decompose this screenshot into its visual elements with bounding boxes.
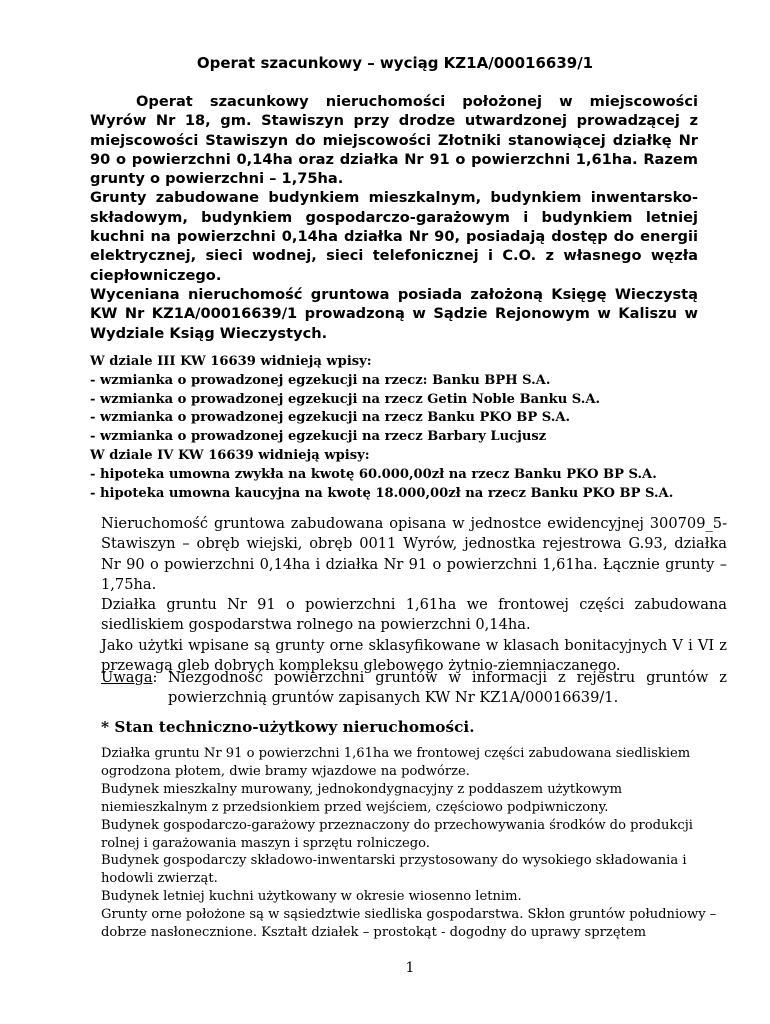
note-separator: : bbox=[152, 669, 158, 686]
technical-state-paragraph: Budynek gospodarczo-garażowy przeznaczony do przechowywania środków do produkcji rolnej i garażowania maszyn i sprzętu rolniczego. bbox=[101, 817, 693, 851]
technical-state-paragraph: Budynek mieszkalny murowany, jednokondygnacyjny z poddaszem użytkowym niemieszkalnym z przedsionkiem przed wejściem, częściowo podpiwniczony. bbox=[101, 781, 623, 815]
description-paragraph: Jako użytki wpisane są grunty orne sklasyfikowane w klasach bonitacyjnych V i VI z przewagą gleb dobrych kompleksu glebowego żytnio-ziemniaczanego. bbox=[101, 636, 727, 675]
page-number: 1 bbox=[405, 960, 415, 976]
registry-line: - wzmianka o prowadzonej egzekucji na rzecz Banku PKO BP S.A. bbox=[90, 410, 571, 426]
description-paragraph: Nieruchomość gruntowa zabudowana opisana w jednostce ewidencyjnej 300709_5-Stawiszyn – obręb wiejski, obręb 0011 Wyrów, jednostka rejestrowa G.93, działka Nr 90 o powierzchni 0,14ha i działka Nr 91 o powierzchni 1,61ha. Łącznie grunty – 1,75ha. bbox=[101, 515, 727, 593]
property-description bbox=[101, 514, 727, 676]
registry-line: W dziale IV KW 16639 widnieją wpisy: bbox=[90, 447, 370, 463]
intro-paragraph: Operat szacunkowy nieruchomości położonej w miejscowości Wyrów Nr 18, gm. Stawiszyn przy drodze utwardzonej prowadzącej z miejscowości Stawiszyn do miejscowości Złotniki stanowiącej działkę Nr 90 o powierzchni 0,14ha oraz działka Nr 91 o powierzchni 1,61ha. Razem grunty o powierzchni – 1,75ha. bbox=[90, 93, 698, 188]
intro-paragraph: Wyceniana nieruchomość gruntowa posiada założoną Księgę Wieczystą KW Nr KZ1A/00016639/1 prowadzoną w Sądzie Rejonowym w Kaliszu w Wydziale Ksiąg Wieczystych. bbox=[90, 285, 698, 342]
technical-state-paragraph: Budynek gospodarczy składowo-inwentarski przystosowany do wysokiego składowania i hodowli zwierząt. bbox=[101, 853, 687, 887]
note-label-wrapper bbox=[101, 668, 168, 709]
section-heading: * Stan techniczno-użytkowy nieruchomości. bbox=[101, 718, 475, 736]
registry-line: - hipoteka umowna kaucyjna na kwotę 18.000,00zł na rzecz Banku PKO BP S.A. bbox=[90, 485, 674, 501]
document-title: Operat szacunkowy – wyciąg KZ1A/00016639/1 bbox=[196, 54, 594, 72]
intro-section bbox=[90, 92, 698, 343]
registry-line: - wzmianka o prowadzonej egzekucji na rzecz Barbary Lucjusz bbox=[90, 429, 547, 445]
technical-state bbox=[101, 745, 727, 942]
description-paragraph: Działka gruntu Nr 91 o powierzchni 1,61ha we frontowej części zabudowana siedliskiem gospodarstwa rolnego na powierzchni 0,14ha. bbox=[101, 596, 727, 634]
note bbox=[101, 668, 727, 709]
land-registry-entries bbox=[90, 353, 710, 503]
note-label: Uwaga bbox=[101, 669, 153, 686]
technical-state-paragraph: Działka gruntu Nr 91 o powierzchni 1,61ha we frontowej części zabudowana siedliskiem ogrodzona płotem, dwie bramy wjazdowe na podwórze. bbox=[101, 746, 691, 779]
registry-line: W dziale III KW 16639 widnieją wpisy: bbox=[90, 354, 372, 369]
registry-line: - wzmianka o prowadzonej egzekucji na rzecz: Banku BPH S.A. bbox=[90, 372, 551, 388]
note-text: Niezgodność powierzchni gruntów w informacji z rejestru gruntów z powierzchnią gruntów zapisanych KW Nr KZ1A/00016639/1. bbox=[168, 669, 727, 707]
registry-line: - wzmianka o prowadzonej egzekucji na rzecz Getin Noble Banku S.A. bbox=[90, 391, 601, 407]
registry-line: - hipoteka umowna zwykła na kwotę 60.000,00zł na rzecz Banku PKO BP S.A. bbox=[90, 466, 657, 482]
technical-state-paragraph: Budynek letniej kuchni użytkowany w okresie wiosenno letnim. bbox=[101, 889, 522, 905]
intro-paragraph: Grunty zabudowane budynkiem mieszkalnym, budynkiem inwentarsko-składowym, budynkiem gospodarczo-garażowym i budynkiem letniej kuchni na powierzchni 0,14ha działka Nr 90, posiadają dostęp do energii elektrycznej, sieci wodnej, sieci telefonicznej i C.O. z własnego węzła ciepłowniczego. bbox=[90, 189, 698, 284]
technical-state-paragraph: Grunty orne położone są w sąsiedztwie siedliska gospodarstwa. Skłon gruntów południowy – dobrze nasłonecznione. Kształt działek – prostokąt - dogodny do uprawy sprzętem bbox=[101, 907, 717, 941]
